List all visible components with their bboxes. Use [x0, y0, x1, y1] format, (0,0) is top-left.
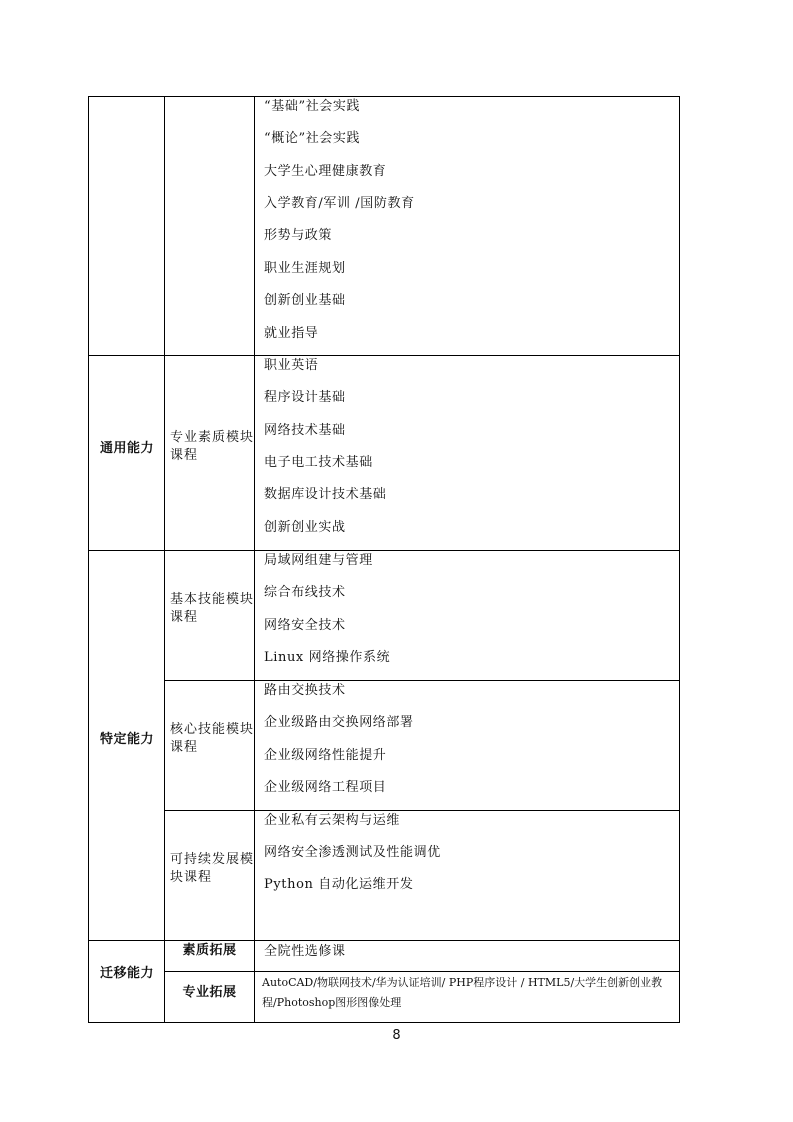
course-item: 创新创业实战 [264, 520, 346, 535]
course-item: 职业英语 [264, 358, 319, 373]
course-item: “概论”社会实践 [264, 131, 361, 146]
course-item: 路由交换技术 [264, 683, 346, 698]
table-border-right [679, 96, 680, 1023]
page-number: 8 [392, 1028, 401, 1043]
row-divider-professional [164, 971, 680, 972]
course-item: 网络安全渗透测试及性能调优 [264, 845, 441, 860]
course-item: 数据库设计技术基础 [264, 487, 387, 502]
course-item: 企业私有云架构与运维 [264, 813, 401, 828]
course-item: AutoCAD/物联网技术/华为认证培训/ PHP程序设计 / HTML5/大学生创新创业教程/Photoshop图形图像处理 [262, 976, 663, 1009]
row-divider-transfer [88, 940, 680, 941]
table-col-divider-1 [164, 96, 165, 1023]
course-item: 大学生心理健康教育 [264, 164, 387, 179]
module-professional-extension: 专业拓展 [182, 985, 237, 1000]
course-item: 电子电工技术基础 [264, 455, 373, 470]
course-item: 网络安全技术 [264, 618, 346, 633]
course-item: 入学教育/军训 /国防教育 [264, 196, 415, 211]
course-item: 职业生涯规划 [264, 261, 346, 276]
course-item: “基础”社会实践 [264, 99, 361, 114]
row-divider-sustainable [164, 810, 680, 811]
table-col-divider-2 [254, 96, 255, 1023]
table-border-bottom [88, 1022, 680, 1023]
course-item: Linux 网络操作系统 [264, 650, 391, 665]
row-divider-general [88, 355, 680, 356]
category-transfer: 迁移能力 [99, 966, 154, 981]
course-item: 全院性选修课 [264, 944, 346, 959]
course-item: Python 自动化运维开发 [264, 877, 414, 892]
table-border-top [88, 96, 680, 97]
row-divider-core [164, 680, 680, 681]
module-core-skills: 核心技能模块课程 [170, 722, 255, 755]
course-item: 就业指导 [264, 326, 319, 341]
module-quality-extension: 素质拓展 [182, 943, 237, 958]
module-basic-skills: 基本技能模块课程 [170, 592, 255, 625]
module-professional-quality: 专业素质模块课程 [170, 430, 255, 463]
course-item: 创新创业基础 [264, 293, 346, 308]
course-item: 企业级网络性能提升 [264, 748, 387, 763]
course-item: 网络技术基础 [264, 423, 346, 438]
course-item: 企业级路由交换网络部署 [264, 715, 414, 730]
category-general: 通用能力 [99, 441, 154, 456]
course-item: 综合布线技术 [264, 585, 346, 600]
course-item: 企业级网络工程项目 [264, 780, 387, 795]
module-sustainable-development: 可持续发展模块课程 [170, 852, 255, 885]
course-item: 局域网组建与管理 [264, 553, 373, 568]
course-item: 程序设计基础 [264, 390, 346, 405]
row-divider-specific [88, 550, 680, 551]
category-specific: 特定能力 [99, 732, 154, 747]
course-item: 形势与政策 [264, 228, 333, 243]
table-border-left [88, 96, 89, 1023]
